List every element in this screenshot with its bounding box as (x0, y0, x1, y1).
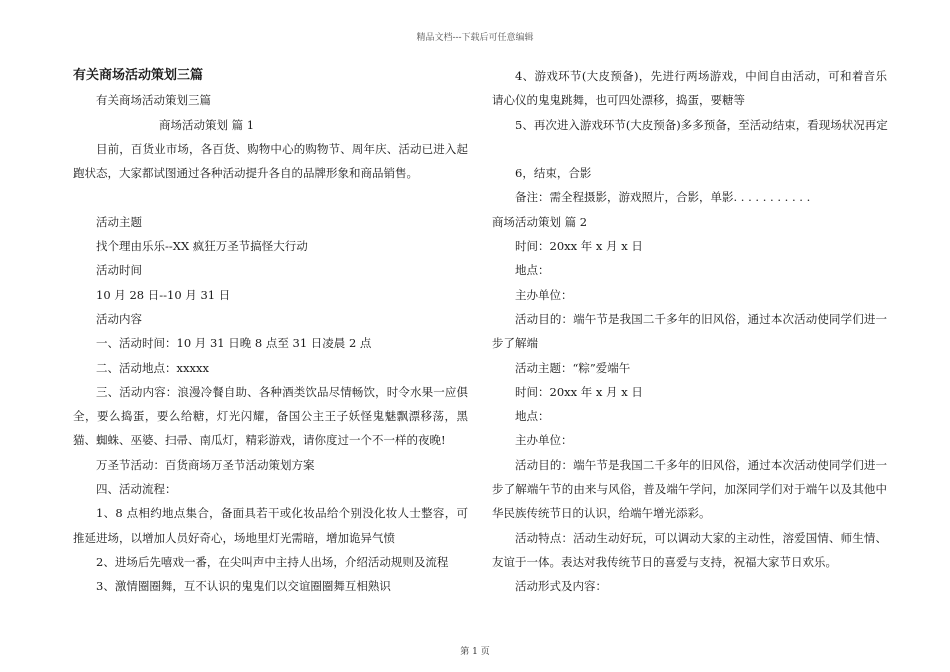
feature-text: 活动特点：活动生动好玩，可以调动大家的主动性，溶爱国情、师生情、友谊于一体。表达对我传统节日的喜爱与支持，祝福大家节日欢乐。 (492, 530, 887, 569)
theme-text: 找个理由乐乐--XX 疯狂万圣节搞怪大行动 (96, 239, 308, 254)
content-label: 活动内容 (96, 311, 142, 326)
form-label: 活动形式及内容： (515, 579, 607, 594)
item-time: 一、活动时间：10 月 31 日晚 8 点至 31 日凌晨 2 点 (96, 336, 372, 351)
halloween-plan: 万圣节活动：百货商场万圣节活动策划方案 (96, 457, 315, 472)
time-1: 时间：20xx 年 x 月 x 日 (515, 239, 643, 254)
item-place: 二、活动地点：xxxxx (96, 360, 209, 375)
flow-step-1 (73, 501, 468, 550)
place-1: 地点： (515, 263, 550, 278)
left-column (73, 64, 468, 599)
goal-1-text: 活动目的：端午节是我国二千多年的旧风俗，通过本次活动使同学们进一步了解端 (492, 311, 887, 351)
right-column (492, 64, 887, 599)
subtitle: 有关商场活动策划三篇 (96, 93, 211, 108)
item-content (73, 380, 468, 453)
flow-step-3: 3、激情圈圈舞，互不认识的鬼鬼们以交谊圈圈舞互相熟识 (96, 579, 391, 594)
time-text: 10 月 28 日--10 月 31 日 (96, 287, 231, 302)
time-2: 时间：20xx 年 x 月 x 日 (515, 384, 643, 399)
place-2: 地点： (515, 409, 550, 424)
feature (492, 526, 887, 575)
section-heading-2: 商场活动策划 篇 2 (492, 214, 588, 229)
theme-2: 活动主题：“粽”爱端午 (515, 360, 631, 375)
section-heading-1: 商场活动策划 篇 1 (159, 117, 255, 132)
host-1: 主办单位： (515, 287, 573, 302)
item-content-text: 三、活动内容：浪漫冷餐自助、各种酒类饮品尽情畅饮，时令水果一应俱全，要么捣蛋，要么给糖，灯光闪耀，备国公主王子妖怪鬼魅飘漂移荡，黑猫、蜘蛛、巫婆、扫帚、南瓜灯，精彩游戏，请你度过一个不一样的夜晚! (73, 384, 468, 448)
flow-step-2: 2、进场后先嘻戏一番，在尖叫声中主持人出场，介绍活动规则及流程 (96, 554, 449, 569)
note: 备注：需全程摄影，游戏照片，合影，单影. . . . . . . . . . . (515, 190, 811, 205)
goal-1 (492, 307, 887, 356)
theme-label: 活动主题 (96, 214, 142, 229)
spacer (73, 185, 468, 209)
document-title: 有关商场活动策划三篇 (73, 68, 204, 83)
flow-step-6: 6，结束，合影 (515, 166, 592, 181)
flow-step-5: 5、再次进入游戏环节(大皮预备)多多预备，至活动结束，看现场状况再定 (515, 117, 888, 132)
paragraph-intro (73, 137, 468, 186)
spacer (492, 137, 887, 161)
page-header: 精品文档---下载后可任意编辑 (416, 33, 534, 43)
goal-2 (492, 453, 887, 526)
goal-2-text: 活动目的：端午节是我国二千多年的旧风俗，通过本次活动使同学们进一步了解端午节的由来与风俗，普及端午学问，加深同学们对于端午以及其他中华民族传统节日的认识，给端午增光添彩。 (492, 457, 887, 521)
time-label: 活动时间 (96, 263, 142, 278)
flow-step-4 (492, 64, 887, 113)
host-2: 主办单位： (515, 433, 573, 448)
paragraph-intro-text: 目前，百货业市场，各百货、购物中心的购物节、周年庆、活动已进入起跑状态，大家都试图通过各种活动提升各自的品牌形象和商品销售。 (73, 141, 468, 181)
flow-step-4-text: 4、游戏环节(大皮预备)，先进行两场游戏，中间自由活动，可和着音乐请心仪的鬼鬼跳舞，也可四处漂移，捣蛋，要糖等 (492, 69, 887, 108)
flow-label: 四、活动流程： (96, 482, 177, 497)
page-footer: 第 1 页 (460, 647, 490, 657)
flow-step-1-text: 1、8 点相约地点集合，备面具若干或化妆品给个别没化妆人士整容，可推延进场，以增加人员好奇心，场地里灯光需暗，增加诡异气愤 (73, 506, 468, 545)
